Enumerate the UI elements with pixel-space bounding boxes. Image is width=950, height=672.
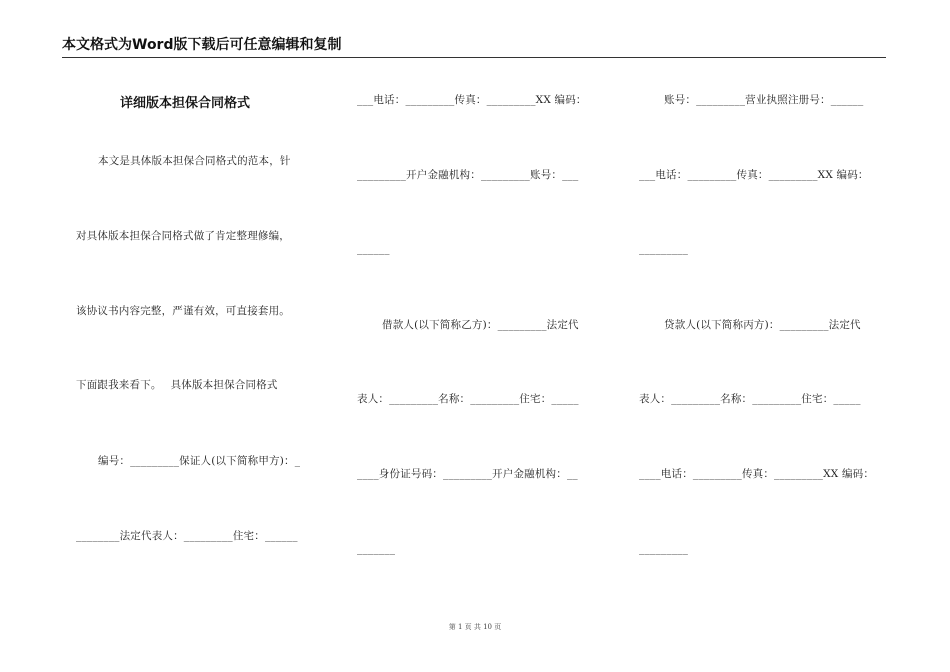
left-line-2: 对具体版本担保合同格式做了肯定整理修编， <box>76 230 290 242</box>
right-line-6: ____电话：_________传真：_________XX 编码： <box>639 468 875 480</box>
left-line-5: 编号：_________保证人(以下简称甲方)：_ <box>98 455 301 467</box>
right-line-5: 表人：_________名称：_________住宅：_____ <box>639 393 861 405</box>
left-line-3: 该协议书内容完整，严谨有效，可直接套用。 <box>76 305 290 317</box>
left-line-6: ________法定代表人：_________住宅：______ <box>76 530 298 542</box>
right-line-1: 账号：_________营业执照注册号：______ <box>664 94 864 106</box>
middle-line-2: _________开户金融机构：_________账号：___ <box>357 169 579 181</box>
middle-line-4: 借款人(以下简称乙方)：_________法定代 <box>382 319 579 331</box>
document-title: 详细版本担保合同格式 <box>120 96 251 111</box>
middle-line-3: ______ <box>357 243 390 255</box>
left-line-1: 本文是具体版本担保合同格式的范本，针 <box>98 155 291 167</box>
right-line-7: _________ <box>639 543 689 555</box>
right-line-4: 贷款人(以下简称丙方)：_________法定代 <box>664 319 861 331</box>
page-number: 第 1 页 共 10 页 <box>448 623 502 631</box>
middle-line-6: ____身份证号码：_________开户金融机构：__ <box>357 468 578 480</box>
middle-line-1: ___电话：_________传真：_________XX 编码： <box>357 94 587 106</box>
left-line-4: 下面跟我来看下。 具体版本担保合同格式 <box>76 379 278 391</box>
right-line-2: ___电话：_________传真：_________XX 编码： <box>639 169 869 181</box>
middle-line-5: 表人：_________名称：_________住宅：_____ <box>357 393 579 405</box>
right-line-3: _________ <box>639 243 689 255</box>
middle-line-7: _______ <box>357 543 396 555</box>
document-header: 本文格式为Word版下载后可任意编辑和复制 <box>62 34 886 58</box>
